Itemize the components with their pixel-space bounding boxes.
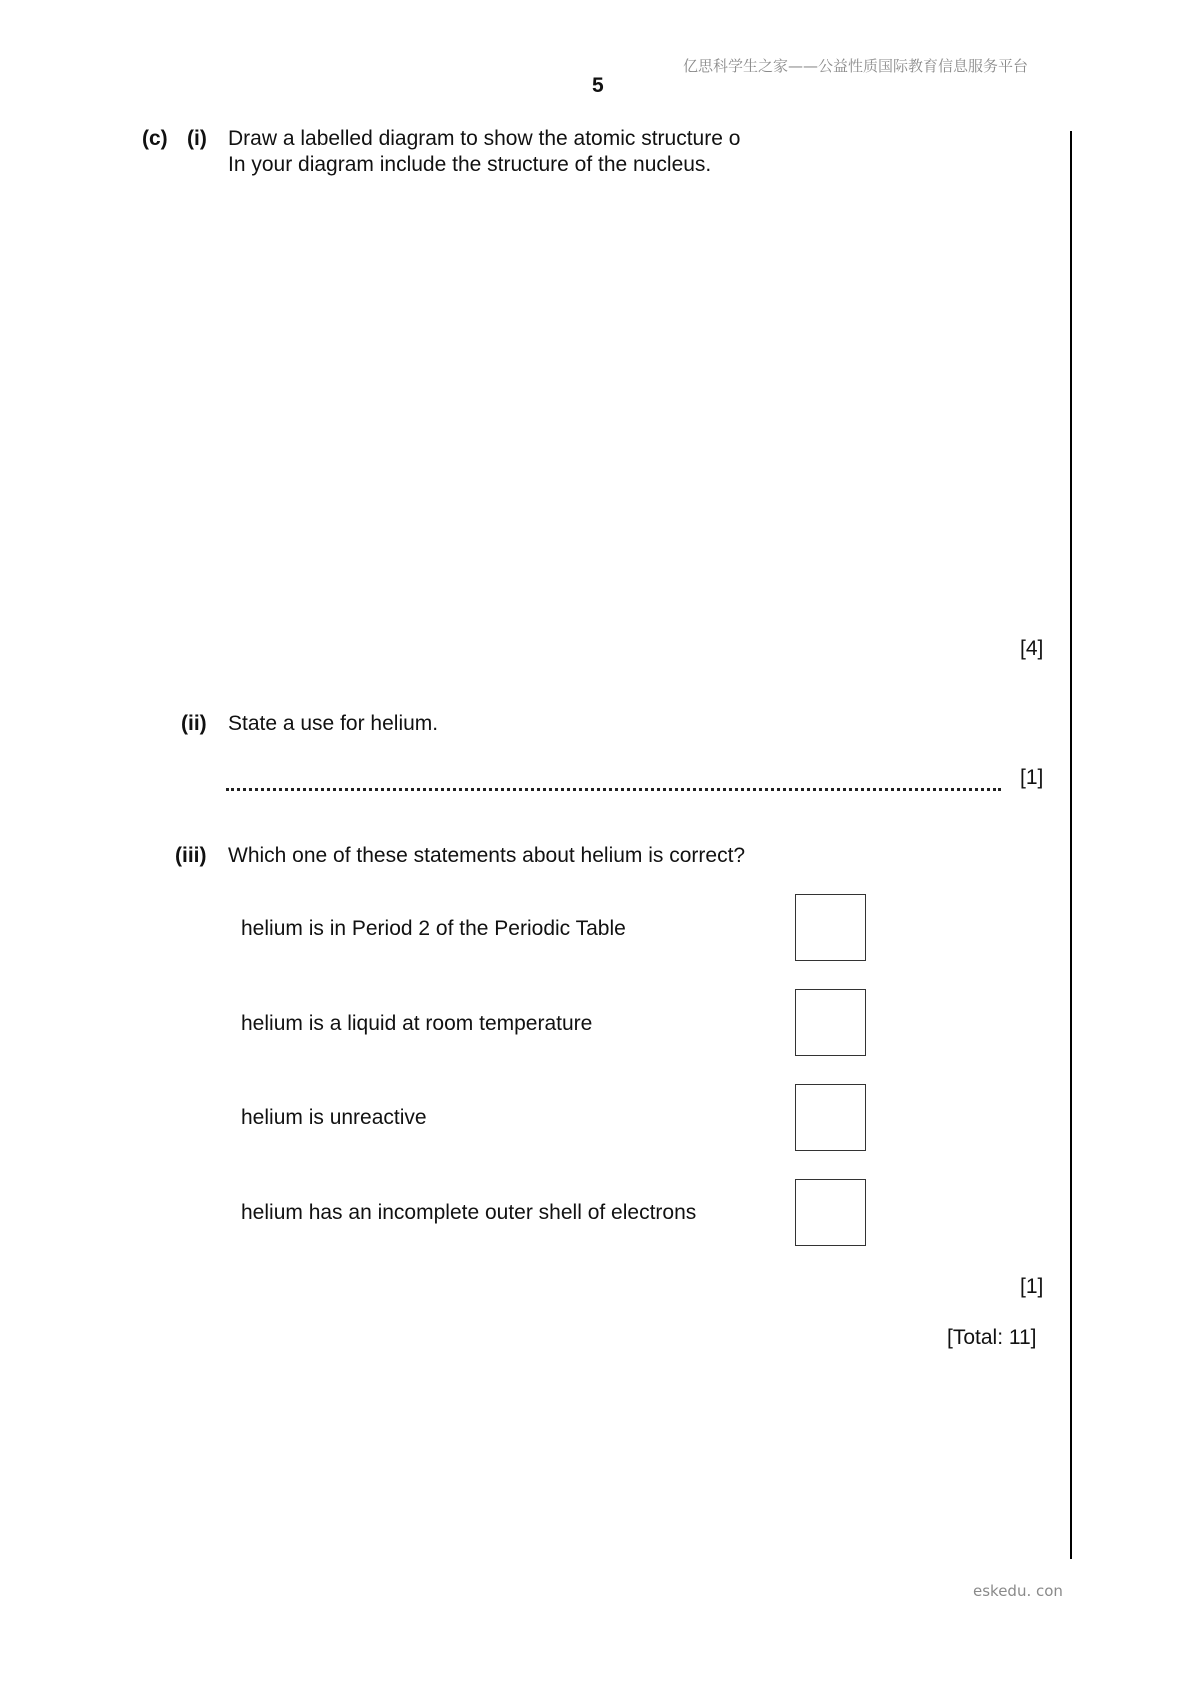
- header-watermark: 亿思科学生之家——公益性质国际教育信息服务平台: [683, 57, 1029, 75]
- margin-line: [1070, 131, 1072, 1559]
- question-ii-text: State a use for helium.: [228, 712, 439, 735]
- question-i-line2: In your diagram include the structure of the nucleus.: [228, 153, 712, 176]
- option-checkbox[interactable]: [795, 1179, 866, 1246]
- option-text: helium is unreactive: [241, 1106, 427, 1129]
- subpart-iii-label: (iii): [175, 844, 207, 867]
- question-iii-text: Which one of these statements about helium is correct?: [228, 844, 746, 867]
- footer-watermark: eskedu. con: [973, 1582, 1063, 1600]
- option-checkbox[interactable]: [795, 1084, 866, 1151]
- option-text: helium has an incomplete outer shell of electrons: [241, 1201, 697, 1224]
- marks-iii: [1]: [1020, 1275, 1044, 1298]
- option-checkbox[interactable]: [795, 894, 866, 961]
- option-text: helium is a liquid at room temperature: [241, 1012, 593, 1035]
- part-c-label: (c): [142, 127, 168, 150]
- option-checkbox[interactable]: [795, 989, 866, 1056]
- option-text: helium is in Period 2 of the Periodic Table: [241, 917, 626, 940]
- diagram-answer-area[interactable]: [228, 190, 1048, 620]
- page-number: 5: [592, 74, 604, 97]
- marks-ii: [1]: [1020, 766, 1044, 789]
- answer-line-ii[interactable]: [226, 788, 1001, 791]
- question-i-line1: Draw a labelled diagram to show the atomic structure o: [228, 127, 741, 150]
- marks-i: [4]: [1020, 637, 1044, 660]
- subpart-i-label: (i): [187, 127, 207, 150]
- subpart-ii-label: (ii): [181, 712, 207, 735]
- total-marks: [Total: 11]: [947, 1326, 1037, 1349]
